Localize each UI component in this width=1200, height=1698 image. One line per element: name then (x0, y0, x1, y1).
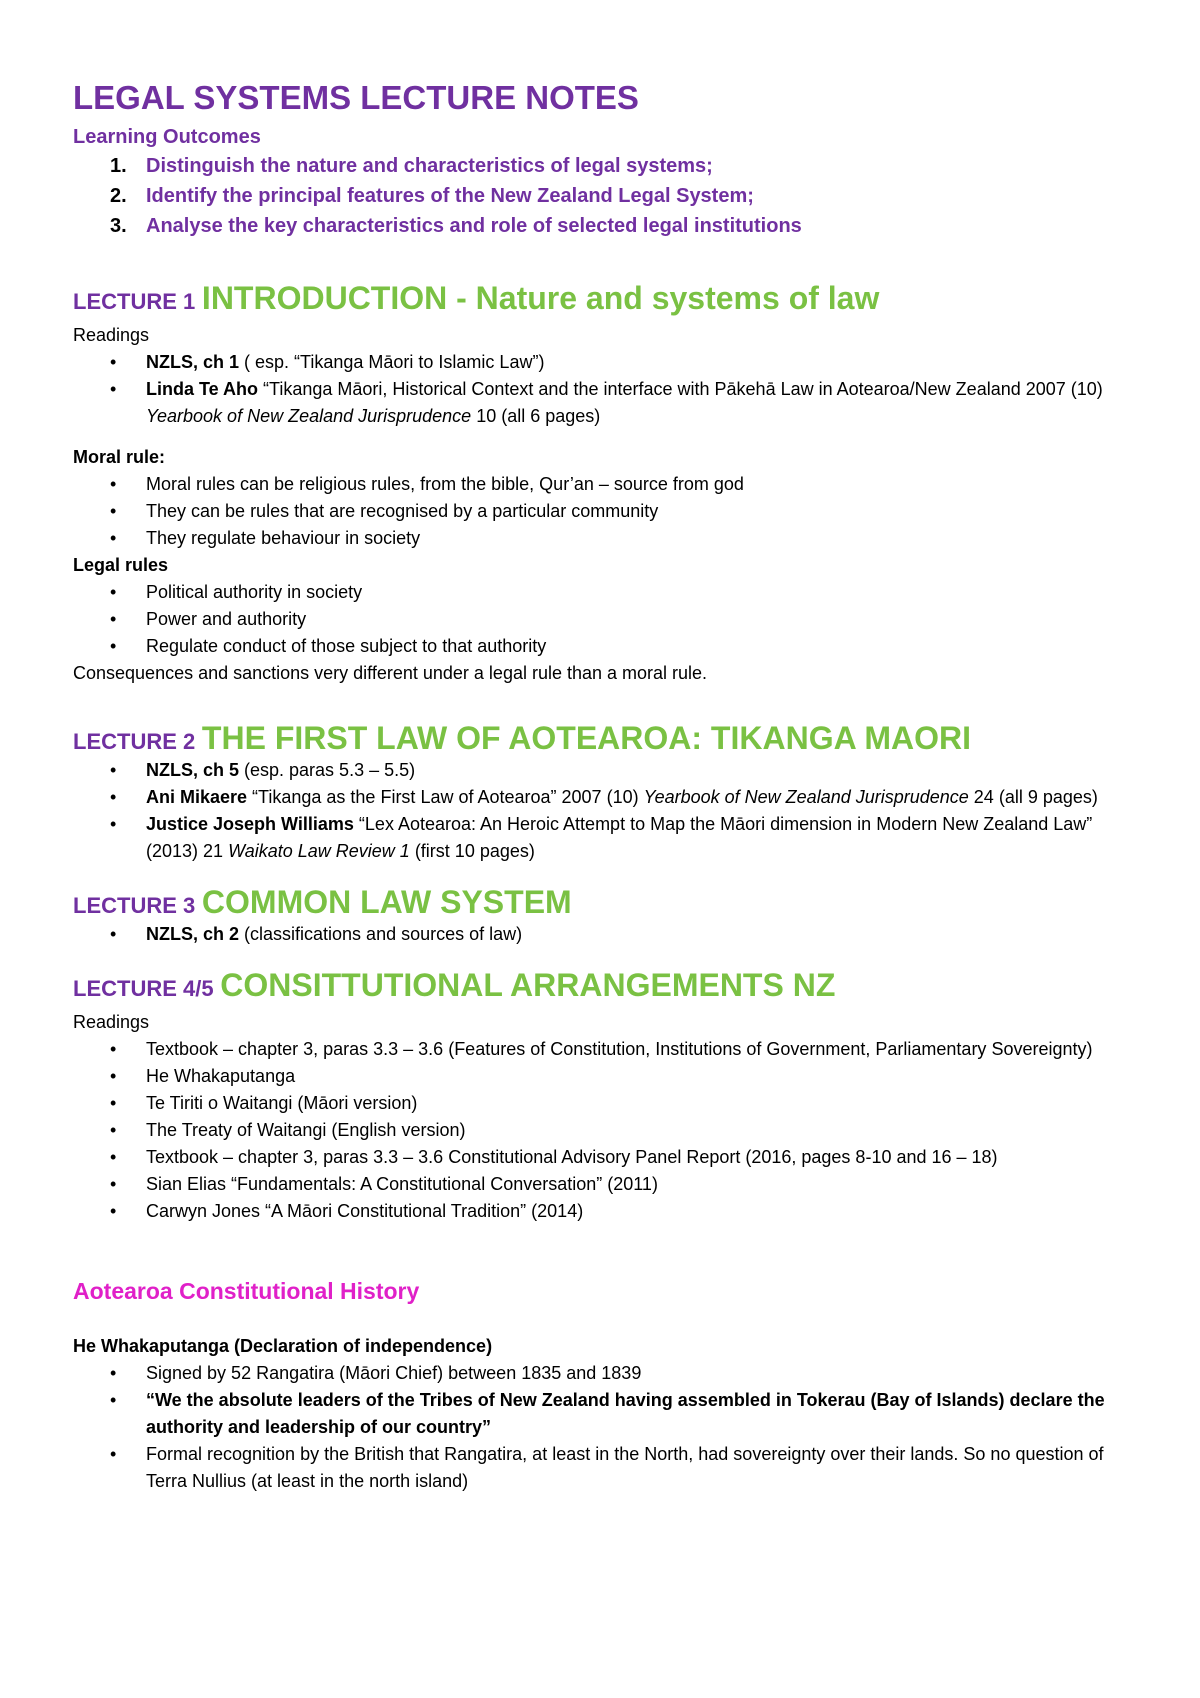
reading-item (73, 1063, 1140, 1090)
lecture-2-readings (73, 757, 1140, 865)
lecture-label: LECTURE 1 (73, 289, 196, 315)
reading-author: NZLS, ch 2 (146, 924, 240, 945)
reading-item (73, 1117, 1140, 1144)
bullet-icon: • (110, 787, 117, 808)
list-number: 1. (110, 155, 127, 178)
list-item (73, 1387, 1140, 1441)
lecture-1-readings (73, 349, 1140, 430)
reading-detail: “Tikanga Māori, Historical Context and the interface with Pākehā Law in Aotearoa/New Zealand 2007 (10) (258, 378, 1103, 399)
reading-tail: (first 10 pages) (409, 841, 535, 862)
list-item-text: Signed by 52 Rangatira (Māori Chief) between 1835 and 1839 (146, 1362, 642, 1383)
reading-item (73, 811, 1140, 865)
lecture-label: LECTURE 4/5 (73, 976, 214, 1002)
list-item-text: Political authority in society (146, 581, 363, 602)
legal-rules-heading: Legal rules (73, 554, 169, 575)
legal-rules-list (73, 579, 1140, 660)
bullet-icon: • (110, 1038, 117, 1059)
learning-outcome-item (73, 211, 1140, 241)
list-item-text: They regulate behaviour in society (146, 527, 421, 548)
reading-item (73, 1171, 1140, 1198)
bullet-icon: • (110, 814, 117, 835)
reading-journal: Yearbook of New Zealand Jurisprudence (146, 405, 472, 426)
reading-text: Textbook – chapter 3, paras 3.3 – 3.6 (Features of Constitution, Institutions of Government, Parliamentary Sovereignty) (146, 1038, 1093, 1059)
reading-text: Te Tiriti o Waitangi (Māori version) (146, 1092, 418, 1113)
list-item (73, 525, 1140, 552)
bullet-icon: • (110, 1146, 117, 1167)
list-item (73, 606, 1140, 633)
bullet-icon: • (110, 924, 117, 945)
reading-detail: (esp. paras 5.3 – 5.5) (239, 760, 416, 781)
bullet-icon: • (110, 351, 117, 372)
reading-item (73, 1198, 1140, 1225)
bullet-icon: • (110, 527, 117, 548)
list-item (73, 579, 1140, 606)
reading-item (73, 757, 1140, 784)
bullet-icon: • (110, 1200, 117, 1221)
reading-text: He Whakaputanga (146, 1065, 296, 1086)
reading-item (73, 1090, 1140, 1117)
bullet-icon: • (110, 1443, 117, 1464)
list-item-text: They can be rules that are recognised by a particular community (146, 500, 659, 521)
bullet-icon: • (110, 1119, 117, 1140)
reading-item (73, 1144, 1140, 1171)
reading-text: The Treaty of Waitangi (English version) (146, 1119, 466, 1140)
lecture-2-heading (73, 719, 1140, 757)
bullet-icon: • (110, 1065, 117, 1086)
learning-outcome-item (73, 181, 1140, 211)
reading-item (73, 921, 1140, 948)
reading-text: Sian Elias “Fundamentals: A Constitutional Conversation” (2011) (146, 1173, 658, 1194)
bullet-icon: • (110, 473, 117, 494)
list-item (73, 1441, 1140, 1495)
reading-journal: Waikato Law Review 1 (228, 841, 410, 862)
bullet-icon: • (110, 500, 117, 521)
reading-journal: Yearbook of New Zealand Jurisprudence (643, 787, 969, 808)
bullet-icon: • (110, 1092, 117, 1113)
document-title: LEGAL SYSTEMS LECTURE NOTES (73, 79, 639, 116)
reading-item (73, 349, 1140, 376)
lecture-title: THE FIRST LAW OF AOTEAROA: TIKANGA MAORI (201, 719, 972, 756)
lecture-title: INTRODUCTION - Nature and systems of law (201, 280, 880, 317)
reading-author: Linda Te Aho (146, 378, 258, 399)
conclusion-text: Consequences and sanctions very different under a legal rule than a moral rule. (73, 662, 708, 683)
reading-tail: 24 (all 9 pages) (968, 787, 1098, 808)
reading-detail: “Lex Aotearoa: An Heroic Attempt to Map the Māori dimension in Modern New Zealand Law” (2013) 21 (146, 814, 1093, 862)
lecture-1-heading (73, 279, 1140, 317)
reading-author: NZLS, ch 1 (146, 351, 240, 372)
reading-detail: (classifications and sources of law) (239, 924, 523, 945)
history-subheading: He Whakaputanga (Declaration of independence) (73, 1335, 493, 1356)
readings-label: Readings (73, 1011, 150, 1032)
reading-text: Carwyn Jones “A Māori Constitutional Tradition” (2014) (146, 1200, 584, 1221)
reading-detail: “Tikanga as the First Law of Aotearoa” 2007 (10) (247, 787, 644, 808)
lecture-4-5-readings (73, 1036, 1140, 1225)
bullet-icon: • (110, 635, 117, 656)
lecture-title: COMMON LAW SYSTEM (201, 884, 572, 921)
list-item-text: Power and authority (146, 608, 307, 629)
list-item-text: Moral rules can be religious rules, from the bible, Qur’an – source from god (146, 473, 744, 494)
lecture-4-5-heading (73, 966, 1140, 1004)
lecture-3-readings (73, 921, 1140, 948)
list-number: 2. (110, 185, 127, 208)
history-heading: Aotearoa Constitutional History (73, 1277, 420, 1304)
reading-text: Textbook – chapter 3, paras 3.3 – 3.6 Constitutional Advisory Panel Report (2016, pages 8-10 and 16 – 18) (146, 1146, 998, 1167)
list-item (73, 633, 1140, 660)
learning-outcome-text: Analyse the key characteristics and role of selected legal institutions (146, 215, 802, 238)
readings-label: Readings (73, 324, 150, 345)
reading-author: Justice Joseph Williams (146, 814, 354, 835)
moral-rule-heading: Moral rule: (73, 446, 166, 467)
quote-text: “We the absolute leaders of the Tribes of New Zealand having assembled in Tokerau (Bay of Islands) declare the authority and leadership of our country” (146, 1389, 1105, 1437)
learning-outcome-text: Distinguish the nature and characteristics of legal systems; (146, 155, 713, 178)
list-item (73, 1360, 1140, 1387)
list-item (73, 498, 1140, 525)
learning-outcome-text: Identify the principal features of the New Zealand Legal System; (146, 185, 754, 208)
reading-author: NZLS, ch 5 (146, 760, 240, 781)
moral-rule-list (73, 471, 1140, 552)
list-item (73, 471, 1140, 498)
reading-item (73, 376, 1140, 430)
reading-item (73, 784, 1140, 811)
learning-outcome-item (73, 151, 1140, 181)
lecture-title: CONSITTUTIONAL ARRANGEMENTS NZ (220, 967, 836, 1004)
bullet-icon: • (110, 1362, 117, 1383)
lecture-label: LECTURE 2 (73, 728, 196, 754)
history-list (73, 1360, 1140, 1495)
bullet-icon: • (110, 581, 117, 602)
lecture-3-heading (73, 883, 1140, 921)
reading-tail: 10 (all 6 pages) (471, 405, 601, 426)
lecture-label: LECTURE 3 (73, 893, 196, 919)
bullet-icon: • (110, 378, 117, 399)
bullet-icon: • (110, 1173, 117, 1194)
reading-item (73, 1036, 1140, 1063)
bullet-icon: • (110, 608, 117, 629)
bullet-icon: • (110, 760, 117, 781)
bullet-icon: • (110, 1389, 117, 1410)
learning-outcomes-list (73, 151, 1140, 241)
list-item-text: Formal recognition by the British that Rangatira, at least in the North, had sovereignty over their lands. So no question of Terra Nullius (at least in the north island) (146, 1443, 1104, 1491)
list-item-text: Regulate conduct of those subject to that authority (146, 635, 547, 656)
list-number: 3. (110, 215, 127, 238)
reading-author: Ani Mikaere (146, 787, 248, 808)
learning-outcomes-heading: Learning Outcomes (73, 126, 261, 149)
reading-detail: ( esp. “Tikanga Māori to Islamic Law”) (239, 351, 545, 372)
